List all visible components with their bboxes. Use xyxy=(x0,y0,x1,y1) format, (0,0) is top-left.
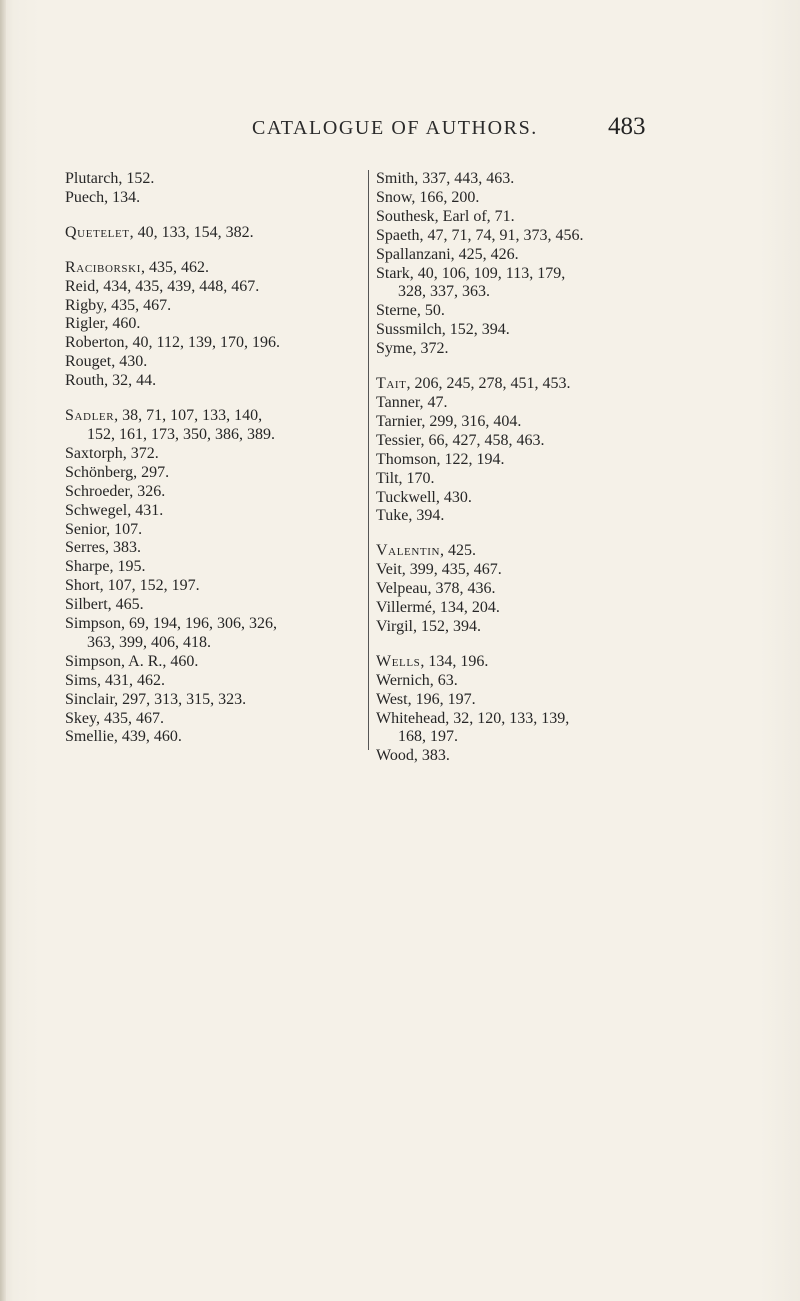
author-name: Tessier xyxy=(376,431,421,449)
page-references: , 326. xyxy=(129,482,166,500)
page-references: , 431, 462. xyxy=(97,671,166,689)
index-column-left xyxy=(65,170,357,763)
author-name: Tarnier xyxy=(376,412,422,430)
index-entry xyxy=(376,561,691,580)
author-name: Rouget xyxy=(65,353,112,371)
page-references: , 460. xyxy=(162,652,199,670)
index-entry xyxy=(65,710,357,729)
page-references: , 439, 460. xyxy=(113,728,182,746)
page-references: , 435, 467. xyxy=(95,709,164,727)
author-name: Simpson, A. R. xyxy=(65,652,163,670)
author-name: Rigler xyxy=(65,315,105,333)
index-entry xyxy=(65,615,357,634)
author-name: West xyxy=(376,690,408,708)
page-references: , 32, 44. xyxy=(104,372,157,390)
index-entry xyxy=(65,558,357,577)
index-entry xyxy=(376,208,691,227)
author-name: Senior xyxy=(65,520,107,538)
index-entry xyxy=(65,728,357,747)
author-name: Wernich xyxy=(376,671,430,689)
author-name: Velpeau xyxy=(376,580,428,598)
author-name: Smith xyxy=(376,170,415,187)
page-references: , 107, 152, 197. xyxy=(99,577,200,595)
page-references: , 297, 313, 315, 323. xyxy=(114,690,247,708)
author-name: Routh xyxy=(65,372,105,390)
page-references-continued: 328, 337, 363. xyxy=(398,283,490,301)
index-letter-group xyxy=(376,375,691,526)
index-entry xyxy=(376,710,691,729)
page-references: , 465. xyxy=(107,596,144,614)
index-entry xyxy=(65,297,357,316)
index-entry xyxy=(65,170,357,189)
page-references: , 431. xyxy=(127,501,164,519)
page-references: , 399, 435, 467. xyxy=(401,561,502,579)
index-entry xyxy=(376,653,691,672)
page-references: , 69, 194, 196, 306, 326, xyxy=(121,615,278,633)
author-name: Wells xyxy=(376,652,421,670)
page-references: , 107. xyxy=(106,520,143,538)
page-references: , 435, 462. xyxy=(140,258,209,276)
page-references: , 50. xyxy=(416,302,445,320)
page-references: , 152. xyxy=(118,170,155,187)
index-entry xyxy=(65,502,357,521)
author-name: Virgil xyxy=(376,617,413,635)
page-references: , 152, 394. xyxy=(441,321,510,339)
index-column-right xyxy=(368,170,691,782)
page-references: , 435, 467. xyxy=(103,296,172,314)
page-references: , 299, 316, 404. xyxy=(421,412,522,430)
page-references: , 166, 200. xyxy=(411,188,480,206)
index-letter-group xyxy=(376,170,691,359)
index-entry xyxy=(376,265,691,284)
author-name: Snow xyxy=(376,188,412,206)
page-references: , 32, 120, 133, 139, xyxy=(445,709,570,727)
page-references: , 134, 204. xyxy=(431,599,500,617)
page-references: , 394. xyxy=(408,507,445,525)
index-entry xyxy=(65,483,357,502)
page-references: , 460. xyxy=(104,315,141,333)
page-references: , 383. xyxy=(413,747,450,765)
author-name: Stark xyxy=(376,264,410,282)
page-references: , 206, 245, 278, 451, 453. xyxy=(406,375,571,393)
page-references: , 430. xyxy=(111,353,148,371)
page-references-continued: 363, 399, 406, 418. xyxy=(87,633,211,651)
author-name: Roberton xyxy=(65,334,125,352)
page-references: , 195. xyxy=(109,558,146,576)
page-references: , 152, 394. xyxy=(412,617,481,635)
author-name: Reid xyxy=(65,277,96,295)
page-references: , 372. xyxy=(122,444,159,462)
page-number: 483 xyxy=(608,113,646,140)
index-entry xyxy=(376,470,691,489)
page-references: , 47. xyxy=(419,393,448,411)
page-references: , 383. xyxy=(104,539,141,557)
index-letter-group xyxy=(65,170,357,208)
author-name: Whitehead xyxy=(376,709,446,727)
author-name: Syme xyxy=(376,340,413,358)
index-entry xyxy=(65,407,357,426)
page-references: , 170. xyxy=(398,469,435,487)
page-references: , 134, 196. xyxy=(420,652,489,670)
index-entry xyxy=(376,489,691,508)
index-entry xyxy=(65,372,357,391)
index-entry xyxy=(376,691,691,710)
running-title: CATALOGUE OF AUTHORS. xyxy=(252,117,538,139)
author-name: Tilt xyxy=(376,469,399,487)
index-letter-group xyxy=(65,407,357,747)
author-name: Rigby xyxy=(65,296,104,314)
author-name: Sussmilch xyxy=(376,321,442,339)
author-name: Quetelet xyxy=(65,223,130,241)
author-name: Serres xyxy=(65,539,105,557)
index-entry xyxy=(376,580,691,599)
index-entry xyxy=(376,375,691,394)
author-name: Southesk, Earl of xyxy=(376,207,487,225)
index-entry xyxy=(65,315,357,334)
author-name: Sharpe xyxy=(65,558,110,576)
page-references: , 378, 436. xyxy=(427,580,496,598)
page-references: , 425, 426. xyxy=(450,245,519,263)
author-name: Thomson xyxy=(376,450,437,468)
index-entry xyxy=(65,653,357,672)
index-entry xyxy=(376,340,691,359)
index-entry xyxy=(376,227,691,246)
index-entry xyxy=(376,302,691,321)
index-entry xyxy=(376,246,691,265)
index-entry xyxy=(376,747,691,766)
page-references: , 430. xyxy=(435,488,472,506)
page-references: , 40, 106, 109, 113, 179, xyxy=(409,264,566,282)
index-entry xyxy=(65,224,357,243)
index-entry xyxy=(376,542,691,561)
page-references: , 122, 194. xyxy=(436,450,505,468)
author-name: Tait xyxy=(376,375,407,393)
page-references: , 47, 71, 74, 91, 373, 456. xyxy=(419,226,584,244)
index-entry xyxy=(376,413,691,432)
index-letter-group xyxy=(376,653,691,766)
author-name: Valentin xyxy=(376,542,441,560)
index-entry xyxy=(65,577,357,596)
author-name: Spaeth xyxy=(376,226,420,244)
index-entry xyxy=(376,672,691,691)
page-references: , 71. xyxy=(486,207,515,225)
index-entry xyxy=(65,334,357,353)
author-name: Simpson xyxy=(65,615,122,633)
index-entry xyxy=(376,394,691,413)
index-entry xyxy=(376,321,691,340)
author-name: Sims xyxy=(65,671,98,689)
index-entry xyxy=(65,259,357,278)
page-references: , 63. xyxy=(429,671,458,689)
author-name: Villermé xyxy=(376,599,432,617)
author-name: Short xyxy=(65,577,100,595)
author-name: Skey xyxy=(65,709,96,727)
page-references: , 337, 443, 463. xyxy=(414,170,515,187)
author-name: Wood xyxy=(376,747,414,765)
author-name: Tanner xyxy=(376,393,420,411)
author-name: Sterne xyxy=(376,302,417,320)
author-name: Plutarch xyxy=(65,170,119,187)
index-entry xyxy=(376,170,691,189)
author-name: Veit xyxy=(376,561,402,579)
page-references: , 434, 435, 439, 448, 467. xyxy=(95,277,260,295)
author-name: Schönberg xyxy=(65,463,134,481)
index-entry xyxy=(65,596,357,615)
index-entry xyxy=(376,599,691,618)
page-references-continued: 152, 161, 173, 350, 386, 389. xyxy=(87,425,275,443)
author-name: Raciborski xyxy=(65,258,141,276)
page-references: , 372. xyxy=(412,340,449,358)
author-name: Saxtorph xyxy=(65,444,123,462)
index-entry xyxy=(65,278,357,297)
index-letter-group xyxy=(65,224,357,243)
author-name: Sinclair xyxy=(65,690,115,708)
author-name: Spallanzani xyxy=(376,245,451,263)
index-entry xyxy=(376,451,691,470)
page-references-continued: 168, 197. xyxy=(398,728,458,746)
page-references: , 297. xyxy=(133,463,170,481)
page-references: , 38, 71, 107, 133, 140, xyxy=(114,407,263,425)
index-entry xyxy=(376,618,691,637)
author-name: Schroeder xyxy=(65,482,130,500)
page-references: , 425. xyxy=(440,542,477,560)
index-entry xyxy=(376,189,691,208)
page-references: , 66, 427, 458, 463. xyxy=(420,431,545,449)
page-references: , 40, 112, 139, 170, 196. xyxy=(124,334,280,352)
author-name: Sadler xyxy=(65,407,115,425)
index-entry xyxy=(65,189,357,208)
page-header xyxy=(0,113,800,149)
index-entry xyxy=(65,539,357,558)
index-entry xyxy=(376,432,691,451)
index-entry xyxy=(65,445,357,464)
author-name: Silbert xyxy=(65,596,108,614)
author-name: Smellie xyxy=(65,728,114,746)
index-entry xyxy=(65,464,357,483)
index-entry xyxy=(65,353,357,372)
page-references: , 196, 197. xyxy=(407,690,476,708)
page-references: , 134. xyxy=(104,188,141,206)
author-name: Puech xyxy=(65,188,105,206)
page-references: , 40, 133, 154, 382. xyxy=(129,223,254,241)
author-name: Schwegel xyxy=(65,501,128,519)
page-spine-edge xyxy=(0,0,6,1301)
index-entry xyxy=(65,691,357,710)
index-letter-group xyxy=(376,542,691,637)
index-entry xyxy=(376,507,691,526)
index-letter-group xyxy=(65,259,357,391)
author-name: Tuckwell xyxy=(376,488,436,506)
index-entry xyxy=(65,521,357,540)
author-name: Tuke xyxy=(376,507,409,525)
index-entry xyxy=(65,672,357,691)
